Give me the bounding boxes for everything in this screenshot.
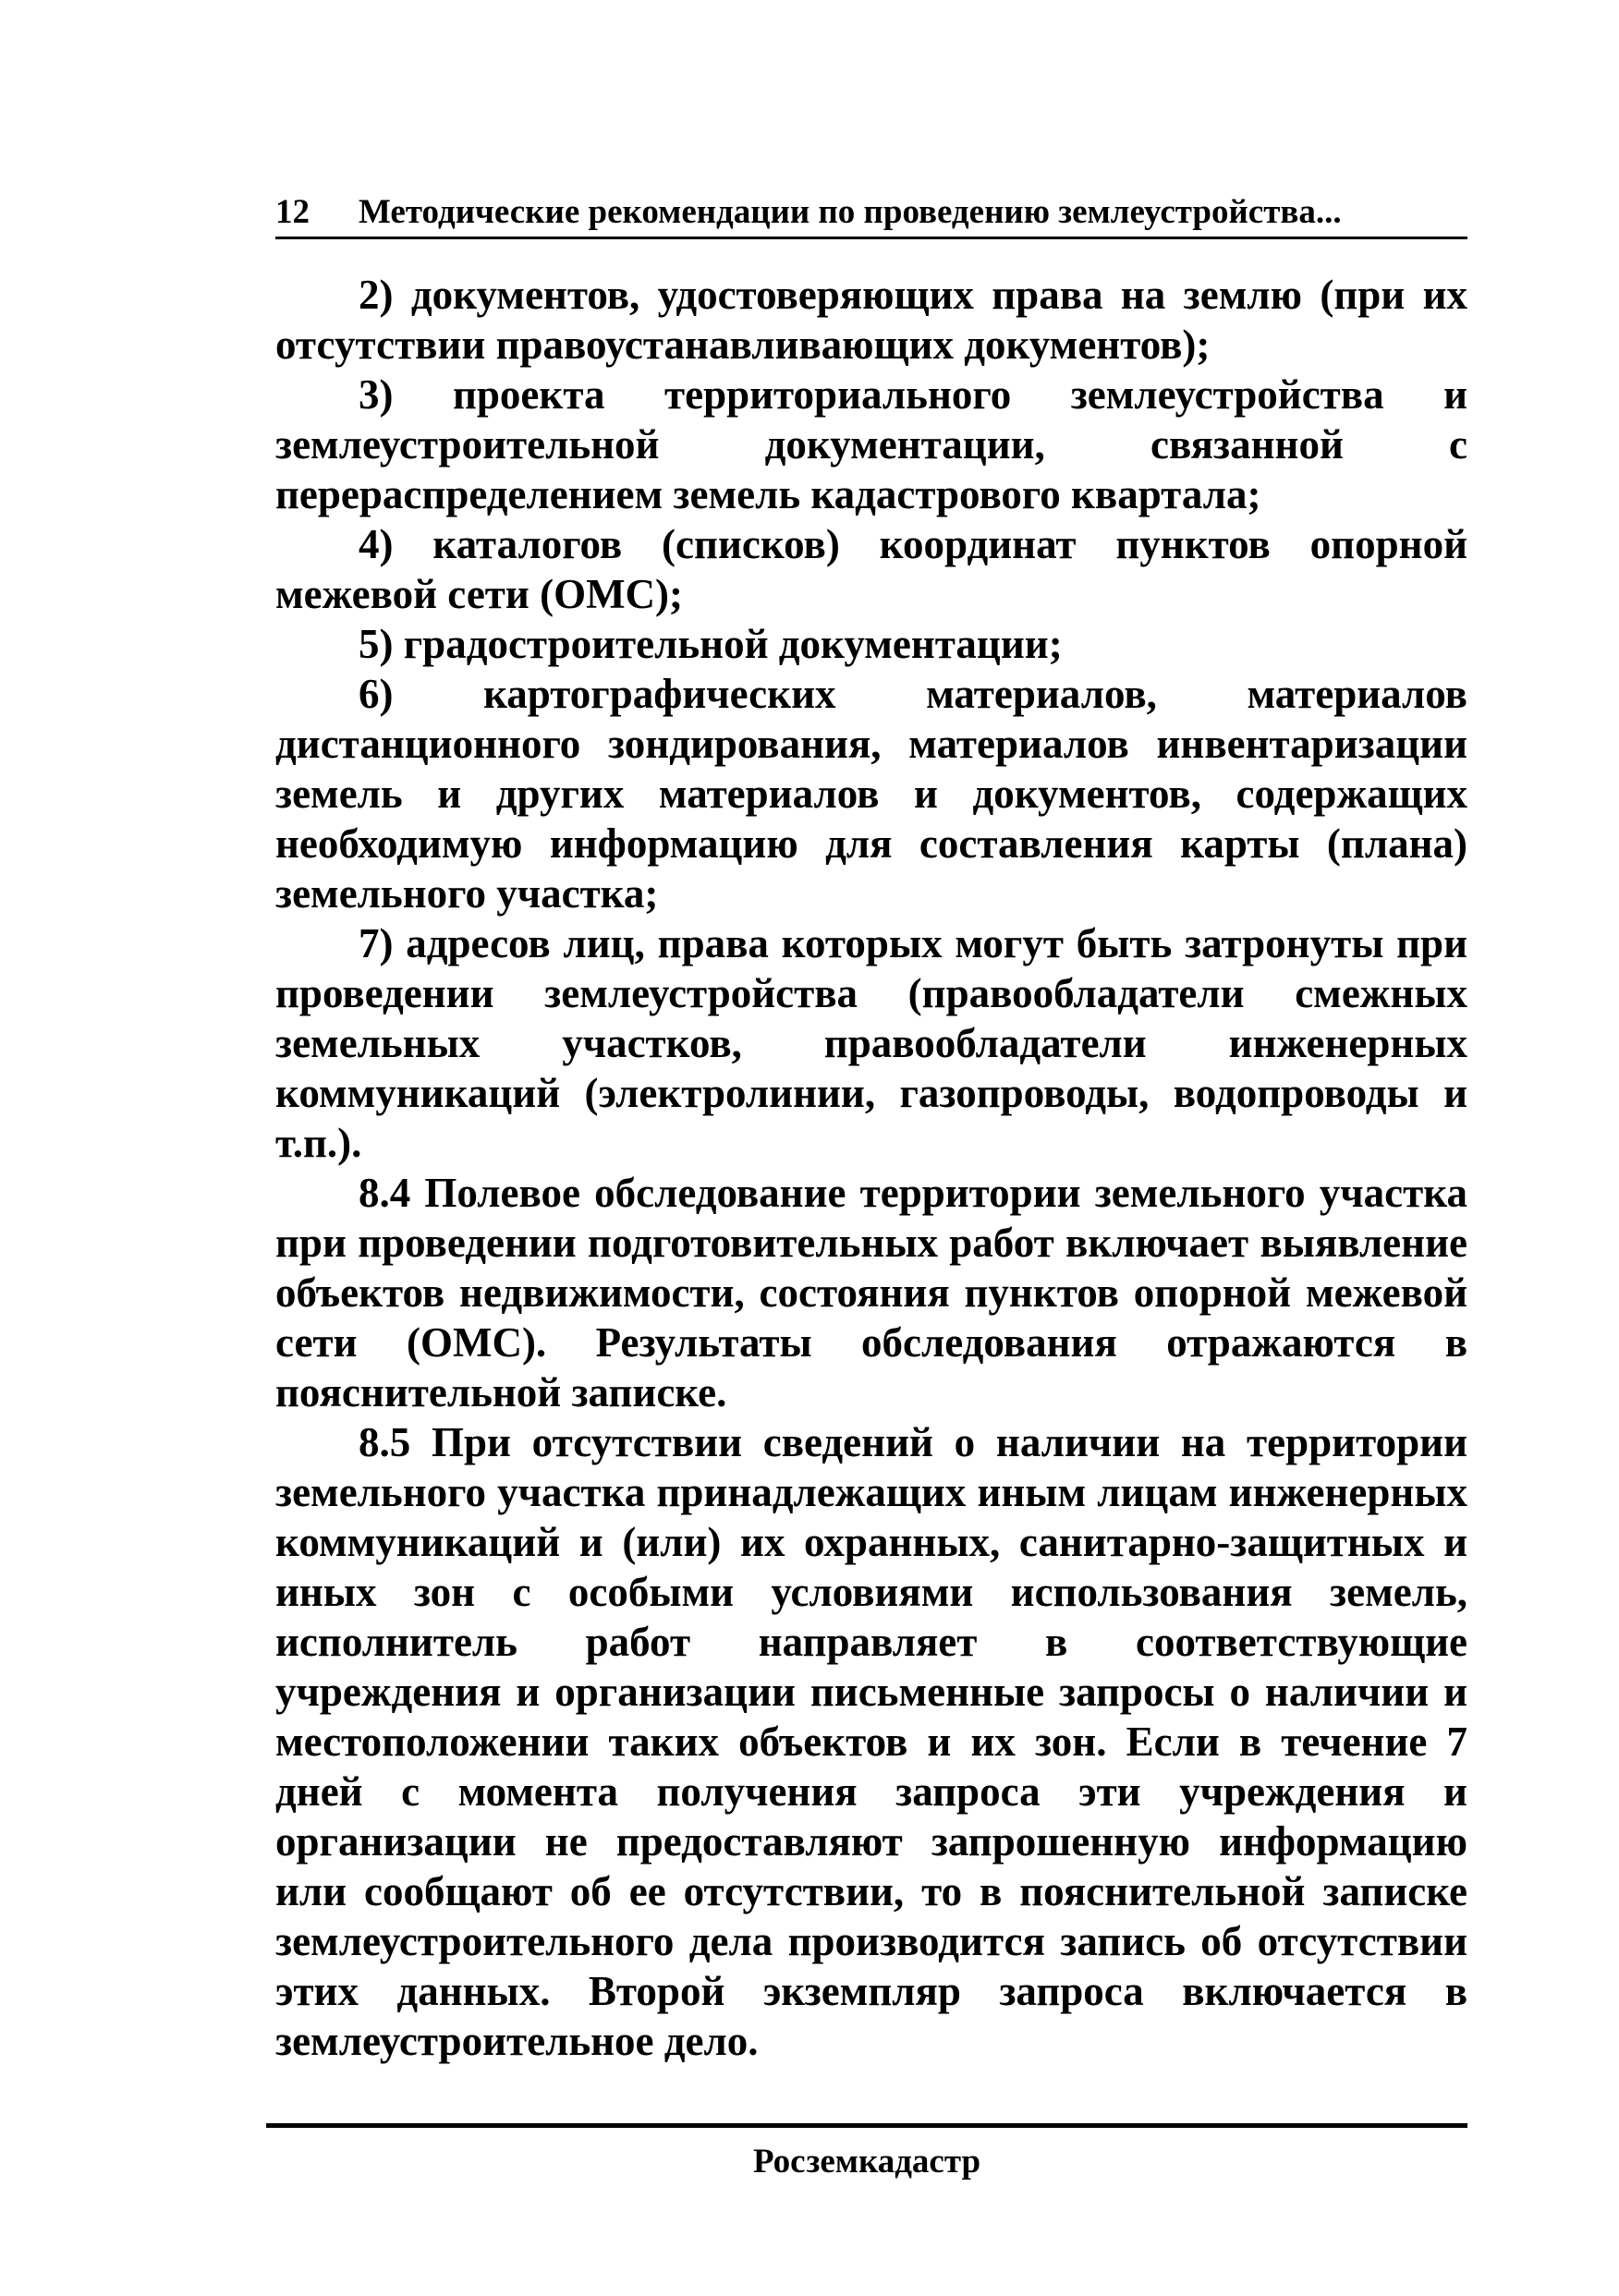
- paragraph-item-4: 4) каталогов (списков) координат пунктов опорной межевой сети (ОМС);: [275, 521, 1467, 617]
- paragraph-item-2: 2) документов, удостоверяющих права на землю (при их отсутствии правоустанавливающих документов);: [275, 272, 1467, 368]
- paragraph-section-8-5: 8.5 При отсутствии сведений о наличии на территории земельного участка принадлежащих иным лицам инженерных коммуникаций и (или) их охранных, санитарно-защитных и иных зон с особыми условиями использования земель, исполнитель работ направляет в соответствующие учреждения и организации письменные запросы о наличии и местоположении таких объектов и их зон. Если в течение 7 дней с момента получения запроса эти учреждения и организации не предоставляют запрошенную информацию или сообщают об ее отсутствии, то в пояснительной записке землеустроительного дела производится запись об отсутствии этих данных. Второй экземпляр запроса включается в землеустроительное дело.: [275, 1419, 1467, 2064]
- page-number: 12: [275, 193, 310, 231]
- paragraph-item-6: 6) картографических материалов, материалов дистанционного зондирования, материалов инвентаризации земель и других материалов и документов, содержащих необходимую информацию для составления карты (плана) земельного участка;: [275, 671, 1467, 917]
- paragraph-section-8-4: 8.4 Полевое обследование территории земельного участка при проведении подготовительных работ включает выявление объектов недвижимости, состояния пунктов опорной межевой сети (ОМС). Результаты обследования отражаются в пояснительной записке.: [275, 1170, 1467, 1415]
- paragraph-item-3: 3) проекта территориального землеустройства и землеустроительной документации, связанной с перераспределением земель кадастрового квартала;: [275, 371, 1467, 517]
- footer-divider: [266, 2123, 1467, 2128]
- page-header: [275, 187, 1467, 239]
- running-title: Методические рекомендации по проведению землеустройства...: [359, 193, 1342, 231]
- footer-publisher: Росземкадастр: [752, 2143, 981, 2181]
- paragraph-item-5: 5) градостроительной документации;: [359, 621, 1063, 667]
- document-body: [275, 270, 1467, 2066]
- paragraph-item-7: 7) адресов лиц, права которых могут быть затронуты при проведении землеустройства (правообладатели смежных земельных участков, правообладатели инженерных коммуникаций (электролинии, газопроводы, водопроводы и т.п.).: [275, 920, 1467, 1166]
